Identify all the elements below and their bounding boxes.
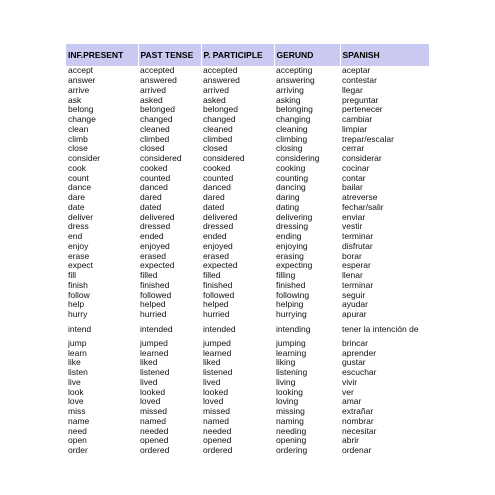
cell-past-participle: danced <box>203 183 231 193</box>
table-row <box>66 261 429 271</box>
cell-past-participle: arrived <box>203 85 229 95</box>
cell-spanish: contar <box>342 173 366 183</box>
cell-infinitive: listen <box>68 367 88 378</box>
cell-past-tense: answered <box>140 75 177 86</box>
cell-gerund: cooking <box>276 163 306 173</box>
cell-gerund: belonging <box>276 105 313 115</box>
cell-spanish: vestir <box>342 222 363 232</box>
cell-spanish: aceptar <box>342 66 371 76</box>
cell-infinitive: love <box>68 397 84 407</box>
cell-gerund: dating <box>276 202 300 212</box>
cell-past-participle: expected <box>203 261 238 271</box>
cell-gerund: delivering <box>276 212 313 222</box>
cell-spanish: disfrutar <box>342 241 373 251</box>
cell-past-participle: jumped <box>203 338 231 348</box>
cell-past-tense: accepted <box>140 66 175 76</box>
cell-past-participle: needed <box>203 426 232 436</box>
table-row <box>66 212 429 222</box>
cell-gerund: living <box>276 377 296 387</box>
cell-spanish: escuchar <box>342 367 377 378</box>
cell-infinitive: accept <box>68 66 94 76</box>
cell-past-participle: opened <box>203 436 232 446</box>
cell-infinitive: follow <box>68 290 90 300</box>
cell-past-tense: named <box>140 416 166 426</box>
table-row <box>66 436 429 446</box>
cell-spanish: borar <box>342 251 362 261</box>
table-row <box>66 164 429 174</box>
table-row <box>66 446 429 456</box>
table-row <box>66 125 429 135</box>
cell-past-participle: dared <box>203 192 225 203</box>
table-body <box>66 66 429 456</box>
cell-past-tense: cleaned <box>140 124 170 134</box>
cell-past-participle: intended <box>203 323 236 334</box>
header-row <box>66 44 429 66</box>
table-row <box>66 368 429 378</box>
cell-past-participle: liked <box>203 358 221 368</box>
verb-conjugation-table <box>66 44 430 456</box>
table-row <box>66 222 429 232</box>
cell-spanish: trepar/escalar <box>342 134 394 144</box>
cell-gerund: accepting <box>276 66 313 76</box>
cell-spanish: esperar <box>342 261 371 271</box>
cell-past-participle: erased <box>203 251 229 261</box>
cell-past-participle: enjoyed <box>203 241 233 251</box>
cell-infinitive: name <box>68 416 90 426</box>
cell-gerund: loving <box>276 397 299 407</box>
cell-infinitive: change <box>68 114 96 125</box>
cell-past-tense: danced <box>140 183 168 193</box>
cell-past-participle: changed <box>203 114 236 125</box>
cell-gerund: needing <box>276 426 307 436</box>
cell-infinitive: help <box>68 300 85 310</box>
cell-gerund: closing <box>276 144 303 154</box>
cell-past-tense: looked <box>140 387 166 397</box>
cell-spanish: cerrar <box>342 144 365 154</box>
cell-past-tense: finished <box>140 280 170 290</box>
cell-past-tense: hurried <box>140 309 167 320</box>
cell-spanish: considerar <box>342 153 382 164</box>
cell-gerund: daring <box>276 192 300 203</box>
table-row <box>66 183 429 193</box>
cell-gerund: opening <box>276 436 307 446</box>
cell-gerund: learning <box>276 348 307 358</box>
table-row <box>66 290 429 300</box>
cell-past-tense: dressed <box>140 222 171 232</box>
cell-spanish: gustar <box>342 358 366 368</box>
cell-gerund: naming <box>276 416 304 426</box>
cell-infinitive: miss <box>68 406 86 417</box>
cell-infinitive: arrive <box>68 85 90 95</box>
cell-spanish: contestar <box>342 75 377 86</box>
cell-past-tense: considered <box>140 153 182 164</box>
cell-gerund: jumping <box>276 338 306 348</box>
cell-past-tense: counted <box>140 173 171 183</box>
table-row <box>66 281 429 291</box>
cell-gerund: dressing <box>276 222 309 232</box>
cell-gerund: listening <box>276 367 308 378</box>
cell-infinitive: clean <box>68 124 89 134</box>
cell-past-participle: dated <box>203 202 225 212</box>
table-row <box>66 358 429 368</box>
cell-infinitive: need <box>68 426 87 436</box>
table-row <box>66 378 429 388</box>
cell-past-participle: ordered <box>203 445 233 456</box>
cell-gerund: intending <box>276 323 311 334</box>
cell-past-participle: filled <box>203 270 221 281</box>
header-past-participle: P. PARTICIPLE <box>201 44 274 66</box>
table-row <box>66 251 429 261</box>
cell-gerund: looking <box>276 387 303 397</box>
cell-gerund: missing <box>276 406 305 417</box>
cell-past-tense: asked <box>140 95 163 105</box>
table-row <box>66 339 429 349</box>
cell-gerund: answering <box>276 75 315 86</box>
cell-spanish: amar <box>342 397 362 407</box>
table-row <box>66 144 429 154</box>
cell-spanish: seguir <box>342 290 366 300</box>
cell-spanish: preguntar <box>342 95 379 105</box>
table-row <box>66 173 429 183</box>
cell-spanish: brincar <box>342 338 368 348</box>
cell-gerund: liking <box>276 358 296 368</box>
table-row <box>66 387 429 397</box>
table-row <box>66 232 429 242</box>
cell-gerund: arriving <box>276 85 304 95</box>
cell-spanish: enviar <box>342 212 366 222</box>
cell-spanish: tener la intención de <box>342 324 419 334</box>
cell-past-participle: missed <box>203 406 230 417</box>
cell-past-participle: delivered <box>203 212 238 222</box>
cell-spanish: atreverse <box>342 192 378 203</box>
cell-past-tense: filled <box>140 270 158 281</box>
table-row <box>66 310 429 320</box>
cell-spanish: vivir <box>342 377 358 387</box>
cell-gerund: erasing <box>276 251 304 261</box>
cell-spanish: aprender <box>342 348 377 358</box>
table-row <box>66 320 429 339</box>
cell-spanish: terminar <box>342 280 374 290</box>
cell-gerund: expecting <box>276 261 313 271</box>
cell-spanish: ver <box>342 387 354 397</box>
cell-past-participle: belonged <box>203 105 238 115</box>
cell-spanish: llenar <box>342 270 363 281</box>
cell-infinitive: live <box>68 377 81 387</box>
cell-gerund: cleaning <box>276 124 308 134</box>
cell-infinitive: order <box>68 445 88 456</box>
cell-gerund: filling <box>276 270 296 281</box>
cell-infinitive: ask <box>68 95 82 105</box>
cell-gerund: enjoying <box>276 241 308 251</box>
cell-past-tense: jumped <box>140 338 168 348</box>
cell-past-participle: hurried <box>203 309 230 320</box>
cell-past-participle: accepted <box>203 66 238 76</box>
cell-gerund: finished <box>276 280 306 290</box>
cell-infinitive: dance <box>68 183 92 193</box>
table-row <box>66 105 429 115</box>
cell-spanish: fechar/salir <box>342 202 384 212</box>
table-row <box>66 86 429 96</box>
table-row <box>66 348 429 358</box>
cell-past-participle: counted <box>203 173 234 183</box>
cell-spanish: limpiar <box>342 124 368 134</box>
cell-spanish: ayudar <box>342 300 368 310</box>
table-row <box>66 242 429 252</box>
cell-past-tense: listened <box>140 367 170 378</box>
cell-past-participle: helped <box>203 300 229 310</box>
cell-spanish: apurar <box>342 309 367 320</box>
cell-infinitive: dress <box>68 222 89 232</box>
cell-past-tense: followed <box>140 290 172 300</box>
cell-spanish: extrañar <box>342 406 374 417</box>
cell-past-tense: helped <box>140 300 166 310</box>
cell-infinitive: erase <box>68 251 90 261</box>
table-row <box>66 407 429 417</box>
cell-spanish: nombrar <box>342 416 374 426</box>
table-row <box>66 417 429 427</box>
cell-past-participle: cleaned <box>203 124 233 134</box>
cell-past-participle: dressed <box>203 222 234 232</box>
cell-infinitive: learn <box>68 348 87 358</box>
cell-past-tense: climbed <box>140 134 170 144</box>
cell-infinitive: answer <box>68 75 96 86</box>
cell-gerund: hurrying <box>276 309 307 320</box>
table-row <box>66 76 429 86</box>
cell-spanish: pertenecer <box>342 105 383 115</box>
table-row <box>66 193 429 203</box>
cell-past-participle: asked <box>203 95 226 105</box>
table-row <box>66 66 429 76</box>
cell-past-tense: learned <box>140 348 169 358</box>
cell-past-participle: lived <box>203 377 221 387</box>
cell-infinitive: jump <box>68 338 87 348</box>
cell-past-tense: arrived <box>140 85 166 95</box>
cell-past-tense: expected <box>140 261 175 271</box>
table-row <box>66 203 429 213</box>
cell-past-tense: liked <box>140 358 158 368</box>
cell-past-participle: answered <box>203 75 240 86</box>
cell-past-tense: cooked <box>140 163 168 173</box>
cell-past-tense: belonged <box>140 105 175 115</box>
cell-past-participle: loved <box>203 397 224 407</box>
cell-infinitive: belong <box>68 105 94 115</box>
cell-infinitive: intend <box>68 323 92 334</box>
cell-gerund: counting <box>276 173 309 183</box>
cell-past-participle: looked <box>203 387 229 397</box>
cell-gerund: changing <box>276 114 311 125</box>
cell-past-tense: missed <box>140 406 167 417</box>
cell-past-participle: learned <box>203 348 232 358</box>
table-row <box>66 115 429 125</box>
cell-infinitive: open <box>68 436 87 446</box>
cell-gerund: considering <box>276 153 320 164</box>
cell-spanish: abrir <box>342 436 360 446</box>
cell-past-tense: ended <box>140 231 164 242</box>
cell-infinitive: expect <box>68 261 94 271</box>
cell-infinitive: enjoy <box>68 241 89 251</box>
cell-past-participle: climbed <box>203 134 233 144</box>
cell-infinitive: count <box>68 173 89 183</box>
cell-infinitive: date <box>68 202 85 212</box>
cell-past-tense: closed <box>140 144 165 154</box>
cell-past-tense: opened <box>140 436 169 446</box>
cell-infinitive: deliver <box>68 212 94 222</box>
cell-past-tense: enjoyed <box>140 241 170 251</box>
header-spanish: SPANISH <box>340 44 429 66</box>
cell-infinitive: consider <box>68 153 101 164</box>
table-row <box>66 271 429 281</box>
cell-spanish: necesitar <box>342 426 377 436</box>
table-row <box>66 397 429 407</box>
table-row <box>66 134 429 144</box>
cell-gerund: ordering <box>276 445 308 456</box>
cell-gerund: asking <box>276 95 301 105</box>
cell-infinitive: finish <box>68 280 88 290</box>
cell-gerund: climbing <box>276 134 308 144</box>
cell-past-tense: ordered <box>140 445 170 456</box>
cell-past-tense: needed <box>140 426 169 436</box>
cell-past-tense: delivered <box>140 212 175 222</box>
cell-infinitive: hurry <box>68 309 88 320</box>
cell-past-participle: ended <box>203 231 227 242</box>
header-gerund: GERUND <box>274 44 340 66</box>
cell-past-participle: followed <box>203 290 235 300</box>
table-row <box>66 154 429 164</box>
cell-past-participle: cooked <box>203 163 231 173</box>
cell-past-tense: intended <box>140 323 173 334</box>
cell-past-participle: closed <box>203 144 228 154</box>
cell-gerund: helping <box>276 300 304 310</box>
cell-spanish: cocinar <box>342 163 370 173</box>
cell-gerund: dancing <box>276 183 306 193</box>
cell-spanish: terminar <box>342 231 374 242</box>
cell-past-tense: dated <box>140 202 162 212</box>
cell-past-tense: changed <box>140 114 173 125</box>
cell-past-participle: finished <box>203 280 233 290</box>
table-row <box>66 300 429 310</box>
cell-past-tense: dared <box>140 192 162 203</box>
cell-spanish: cambiar <box>342 114 373 125</box>
cell-past-tense: erased <box>140 251 166 261</box>
cell-infinitive: look <box>68 387 84 397</box>
cell-past-participle: considered <box>203 153 245 164</box>
cell-infinitive: end <box>68 231 83 242</box>
cell-spanish: llegar <box>342 85 363 95</box>
cell-gerund: following <box>276 290 310 300</box>
cell-infinitive: dare <box>68 192 86 203</box>
header-infinitive: INF.PRESENT <box>66 44 138 66</box>
cell-past-tense: loved <box>140 397 161 407</box>
cell-infinitive: close <box>68 144 88 154</box>
cell-spanish: ordenar <box>342 445 372 456</box>
cell-past-tense: lived <box>140 377 158 387</box>
cell-past-participle: named <box>203 416 229 426</box>
table-row <box>66 426 429 436</box>
cell-infinitive: climb <box>68 134 88 144</box>
cell-infinitive: fill <box>68 270 77 281</box>
cell-infinitive: cook <box>68 163 86 173</box>
table-row <box>66 95 429 105</box>
header-past-tense: PAST TENSE <box>138 44 201 66</box>
cell-past-participle: listened <box>203 367 233 378</box>
cell-spanish: bailar <box>342 183 363 193</box>
cell-infinitive: like <box>68 358 81 368</box>
cell-gerund: ending <box>276 231 302 242</box>
